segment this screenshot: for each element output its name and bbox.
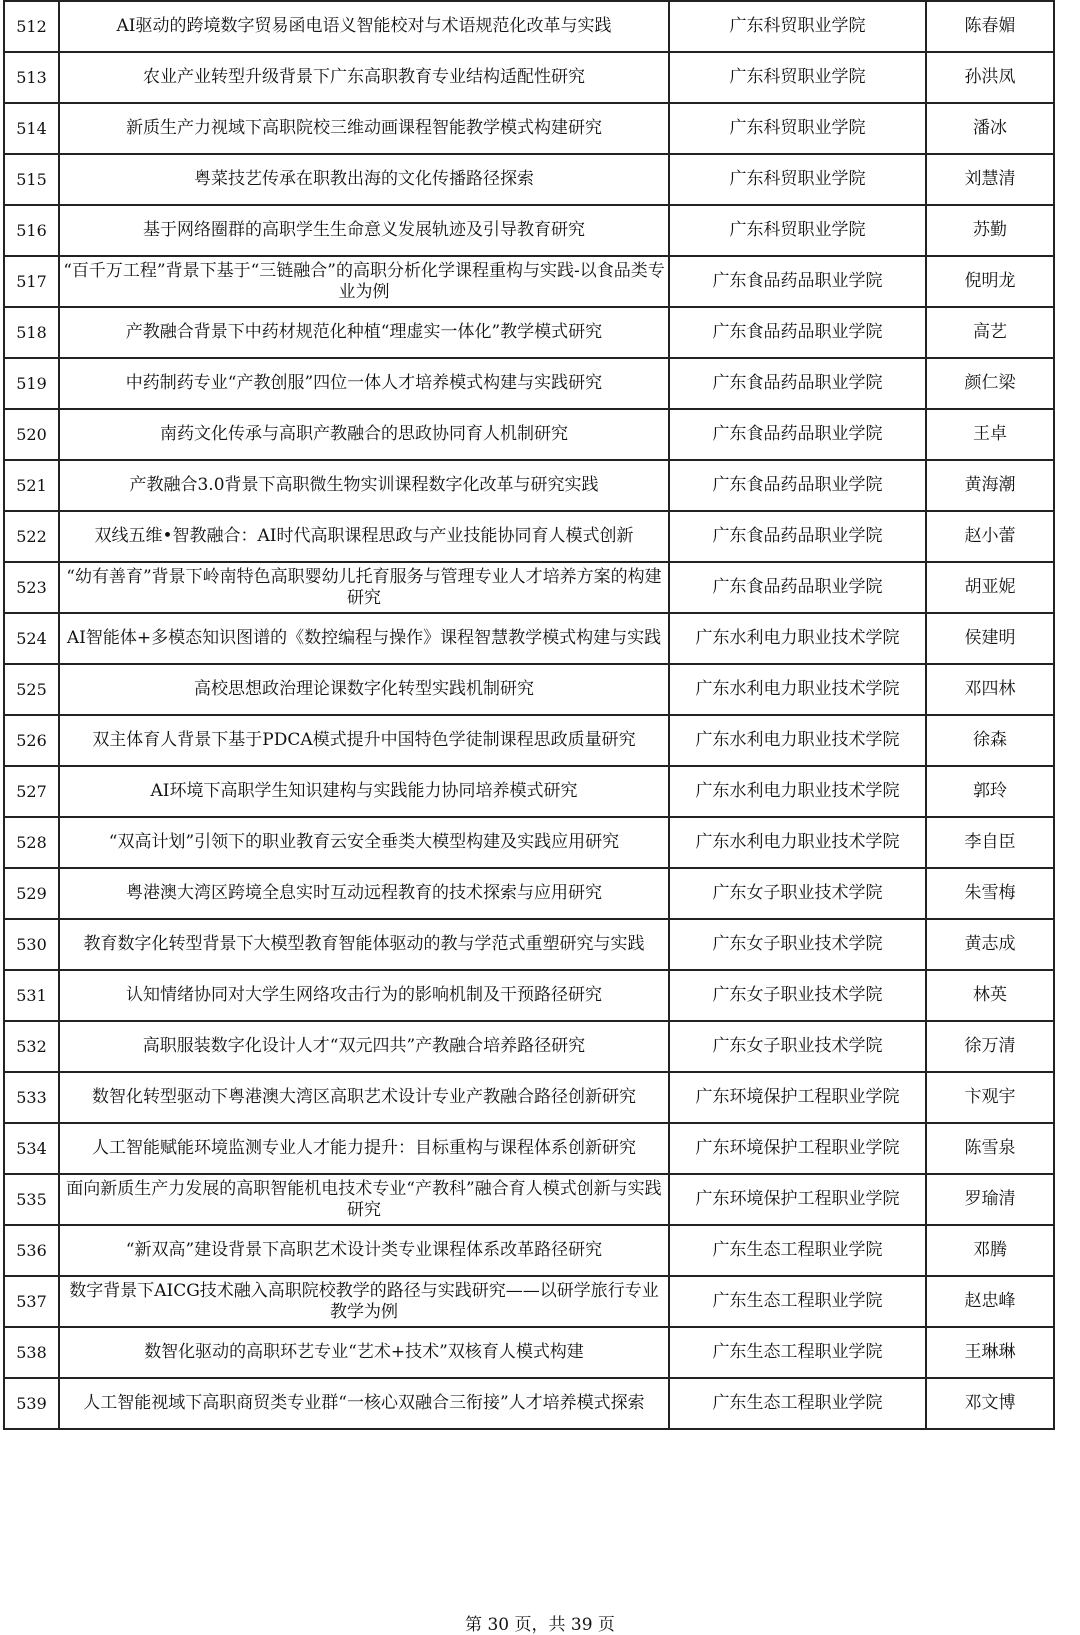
row-number-cell: 528 xyxy=(4,817,59,868)
institution-cell: 广东水利电力职业技术学院 xyxy=(669,613,926,664)
institution-cell: 广东环境保护工程职业学院 xyxy=(669,1174,926,1225)
project-title-cell: 数字背景下AICG技术融入高职院校教学的路径与实践研究——以研学旅行专业教学为例 xyxy=(59,1276,669,1327)
row-number-cell: 532 xyxy=(4,1021,59,1072)
table-row xyxy=(4,1276,1054,1327)
institution-cell: 广东食品药品职业学院 xyxy=(669,409,926,460)
table-row xyxy=(4,1072,1054,1123)
institution-cell: 广东环境保护工程职业学院 xyxy=(669,1072,926,1123)
project-title-cell: 农业产业转型升级背景下广东高职教育专业结构适配性研究 xyxy=(59,52,669,103)
institution-cell: 广东生态工程职业学院 xyxy=(669,1225,926,1276)
project-title-cell: AI智能体+多模态知识图谱的《数控编程与操作》课程智慧教学模式构建与实践 xyxy=(59,613,669,664)
project-title-cell: “新双高”建设背景下高职艺术设计类专业课程体系改革路径研究 xyxy=(59,1225,669,1276)
row-number-cell: 515 xyxy=(4,154,59,205)
principal-cell: 胡亚妮 xyxy=(926,562,1054,613)
row-number-cell: 539 xyxy=(4,1378,59,1429)
table-row xyxy=(4,613,1054,664)
project-title-cell: “双高计划”引领下的职业教育云安全垂类大模型构建及实践应用研究 xyxy=(59,817,669,868)
project-title-cell: 人工智能视域下高职商贸类专业群“一核心双融合三衔接”人才培养模式探索 xyxy=(59,1378,669,1429)
row-number-cell: 530 xyxy=(4,919,59,970)
project-title-cell: 粤港澳大湾区跨境全息实时互动远程教育的技术探索与应用研究 xyxy=(59,868,669,919)
table-row xyxy=(4,562,1054,613)
row-number-cell: 520 xyxy=(4,409,59,460)
institution-cell: 广东科贸职业学院 xyxy=(669,205,926,256)
table-row xyxy=(4,868,1054,919)
institution-cell: 广东食品药品职业学院 xyxy=(669,307,926,358)
principal-cell: 罗瑜清 xyxy=(926,1174,1054,1225)
row-number-cell: 525 xyxy=(4,664,59,715)
project-title-cell: “百千万工程”背景下基于“三链融合”的高职分析化学课程重构与实践-以食品类专业为例 xyxy=(59,256,669,307)
row-number-cell: 521 xyxy=(4,460,59,511)
project-title-cell: 双线五维•智教融合：AI时代高职课程思政与产业技能协同育人模式创新 xyxy=(59,511,669,562)
institution-cell: 广东生态工程职业学院 xyxy=(669,1378,926,1429)
principal-cell: 王琳琳 xyxy=(926,1327,1054,1378)
row-number-cell: 533 xyxy=(4,1072,59,1123)
principal-cell: 高艺 xyxy=(926,307,1054,358)
principal-cell: 赵小蕾 xyxy=(926,511,1054,562)
institution-cell: 广东水利电力职业技术学院 xyxy=(669,664,926,715)
table-row xyxy=(4,409,1054,460)
principal-cell: 倪明龙 xyxy=(926,256,1054,307)
principal-cell: 朱雪梅 xyxy=(926,868,1054,919)
row-number-cell: 529 xyxy=(4,868,59,919)
table-row xyxy=(4,358,1054,409)
row-number-cell: 513 xyxy=(4,52,59,103)
project-title-cell: 高职服装数字化设计人才“双元四共”产教融合培养路径研究 xyxy=(59,1021,669,1072)
principal-cell: 赵忠峰 xyxy=(926,1276,1054,1327)
project-title-cell: 产教融合背景下中药材规范化种植“理虚实一体化”教学模式研究 xyxy=(59,307,669,358)
table-row xyxy=(4,205,1054,256)
row-number-cell: 526 xyxy=(4,715,59,766)
table-row xyxy=(4,817,1054,868)
principal-cell: 陈雪泉 xyxy=(926,1123,1054,1174)
project-list-table xyxy=(3,0,1055,1430)
table-row xyxy=(4,511,1054,562)
principal-cell: 王卓 xyxy=(926,409,1054,460)
project-title-cell: 南药文化传承与高职产教融合的思政协同育人机制研究 xyxy=(59,409,669,460)
project-title-cell: 中药制药专业“产教创服”四位一体人才培养模式构建与实践研究 xyxy=(59,358,669,409)
project-title-cell: 数智化驱动的高职环艺专业“艺术+技术”双核育人模式构建 xyxy=(59,1327,669,1378)
institution-cell: 广东科贸职业学院 xyxy=(669,154,926,205)
project-title-cell: 粤菜技艺传承在职教出海的文化传播路径探索 xyxy=(59,154,669,205)
project-title-cell: AI驱动的跨境数字贸易函电语义智能校对与术语规范化改革与实践 xyxy=(59,1,669,52)
institution-cell: 广东生态工程职业学院 xyxy=(669,1276,926,1327)
row-number-cell: 524 xyxy=(4,613,59,664)
project-title-cell: 教育数字化转型背景下大模型教育智能体驱动的教与学范式重塑研究与实践 xyxy=(59,919,669,970)
principal-cell: 陈春媚 xyxy=(926,1,1054,52)
table-row xyxy=(4,103,1054,154)
row-number-cell: 516 xyxy=(4,205,59,256)
institution-cell: 广东食品药品职业学院 xyxy=(669,562,926,613)
project-title-cell: 数智化转型驱动下粤港澳大湾区高职艺术设计专业产教融合路径创新研究 xyxy=(59,1072,669,1123)
row-number-cell: 518 xyxy=(4,307,59,358)
table-row xyxy=(4,52,1054,103)
institution-cell: 广东水利电力职业技术学院 xyxy=(669,817,926,868)
table-row xyxy=(4,1378,1054,1429)
project-title-cell: 基于网络圈群的高职学生生命意义发展轨迹及引导教育研究 xyxy=(59,205,669,256)
project-title-cell: 认知情绪协同对大学生网络攻击行为的影响机制及干预路径研究 xyxy=(59,970,669,1021)
table-row xyxy=(4,154,1054,205)
principal-cell: 颜仁梁 xyxy=(926,358,1054,409)
table-row xyxy=(4,1123,1054,1174)
project-title-cell: 面向新质生产力发展的高职智能机电技术专业“产教科”融合育人模式创新与实践研究 xyxy=(59,1174,669,1225)
project-title-cell: 人工智能赋能环境监测专业人才能力提升：目标重构与课程体系创新研究 xyxy=(59,1123,669,1174)
project-title-cell: AI环境下高职学生知识建构与实践能力协同培养模式研究 xyxy=(59,766,669,817)
table-row xyxy=(4,307,1054,358)
table-row xyxy=(4,766,1054,817)
table-row xyxy=(4,1174,1054,1225)
row-number-cell: 534 xyxy=(4,1123,59,1174)
institution-cell: 广东食品药品职业学院 xyxy=(669,511,926,562)
page-number: 第 30 页，共 39 页 xyxy=(465,1615,615,1635)
institution-cell: 广东女子职业技术学院 xyxy=(669,868,926,919)
principal-cell: 徐森 xyxy=(926,715,1054,766)
institution-cell: 广东食品药品职业学院 xyxy=(669,256,926,307)
institution-cell: 广东生态工程职业学院 xyxy=(669,1327,926,1378)
principal-cell: 卞观宇 xyxy=(926,1072,1054,1123)
principal-cell: 苏勤 xyxy=(926,205,1054,256)
institution-cell: 广东食品药品职业学院 xyxy=(669,358,926,409)
institution-cell: 广东水利电力职业技术学院 xyxy=(669,766,926,817)
institution-cell: 广东水利电力职业技术学院 xyxy=(669,715,926,766)
row-number-cell: 531 xyxy=(4,970,59,1021)
institution-cell: 广东科贸职业学院 xyxy=(669,1,926,52)
row-number-cell: 512 xyxy=(4,1,59,52)
row-number-cell: 538 xyxy=(4,1327,59,1378)
table-body xyxy=(4,1,1054,1429)
principal-cell: 李自臣 xyxy=(926,817,1054,868)
row-number-cell: 514 xyxy=(4,103,59,154)
principal-cell: 刘慧清 xyxy=(926,154,1054,205)
table-row xyxy=(4,1021,1054,1072)
principal-cell: 黄海潮 xyxy=(926,460,1054,511)
principal-cell: 邓文博 xyxy=(926,1378,1054,1429)
project-title-cell: 新质生产力视域下高职院校三维动画课程智能教学模式构建研究 xyxy=(59,103,669,154)
table-row xyxy=(4,256,1054,307)
institution-cell: 广东女子职业技术学院 xyxy=(669,1021,926,1072)
institution-cell: 广东科贸职业学院 xyxy=(669,52,926,103)
principal-cell: 邓腾 xyxy=(926,1225,1054,1276)
project-title-cell: 双主体育人背景下基于PDCA模式提升中国特色学徒制课程思政质量研究 xyxy=(59,715,669,766)
principal-cell: 邓四林 xyxy=(926,664,1054,715)
row-number-cell: 527 xyxy=(4,766,59,817)
table-row xyxy=(4,460,1054,511)
principal-cell: 黄志成 xyxy=(926,919,1054,970)
institution-cell: 广东女子职业技术学院 xyxy=(669,970,926,1021)
principal-cell: 林英 xyxy=(926,970,1054,1021)
table-row xyxy=(4,919,1054,970)
row-number-cell: 537 xyxy=(4,1276,59,1327)
project-title-cell: 高校思想政治理论课数字化转型实践机制研究 xyxy=(59,664,669,715)
institution-cell: 广东女子职业技术学院 xyxy=(669,919,926,970)
table-row xyxy=(4,1225,1054,1276)
row-number-cell: 519 xyxy=(4,358,59,409)
principal-cell: 潘冰 xyxy=(926,103,1054,154)
project-title-cell: 产教融合3.0背景下高职微生物实训课程数字化改革与研究实践 xyxy=(59,460,669,511)
principal-cell: 郭玲 xyxy=(926,766,1054,817)
institution-cell: 广东环境保护工程职业学院 xyxy=(669,1123,926,1174)
institution-cell: 广东食品药品职业学院 xyxy=(669,460,926,511)
row-number-cell: 522 xyxy=(4,511,59,562)
principal-cell: 侯建明 xyxy=(926,613,1054,664)
row-number-cell: 523 xyxy=(4,562,59,613)
principal-cell: 孙洪凤 xyxy=(926,52,1054,103)
table-row xyxy=(4,664,1054,715)
row-number-cell: 535 xyxy=(4,1174,59,1225)
table-row xyxy=(4,1327,1054,1378)
principal-cell: 徐万清 xyxy=(926,1021,1054,1072)
row-number-cell: 517 xyxy=(4,256,59,307)
table-row xyxy=(4,970,1054,1021)
project-title-cell: “幼有善育”背景下岭南特色高职婴幼儿托育服务与管理专业人才培养方案的构建研究 xyxy=(59,562,669,613)
institution-cell: 广东科贸职业学院 xyxy=(669,103,926,154)
row-number-cell: 536 xyxy=(4,1225,59,1276)
table-row xyxy=(4,715,1054,766)
table-row xyxy=(4,1,1054,52)
